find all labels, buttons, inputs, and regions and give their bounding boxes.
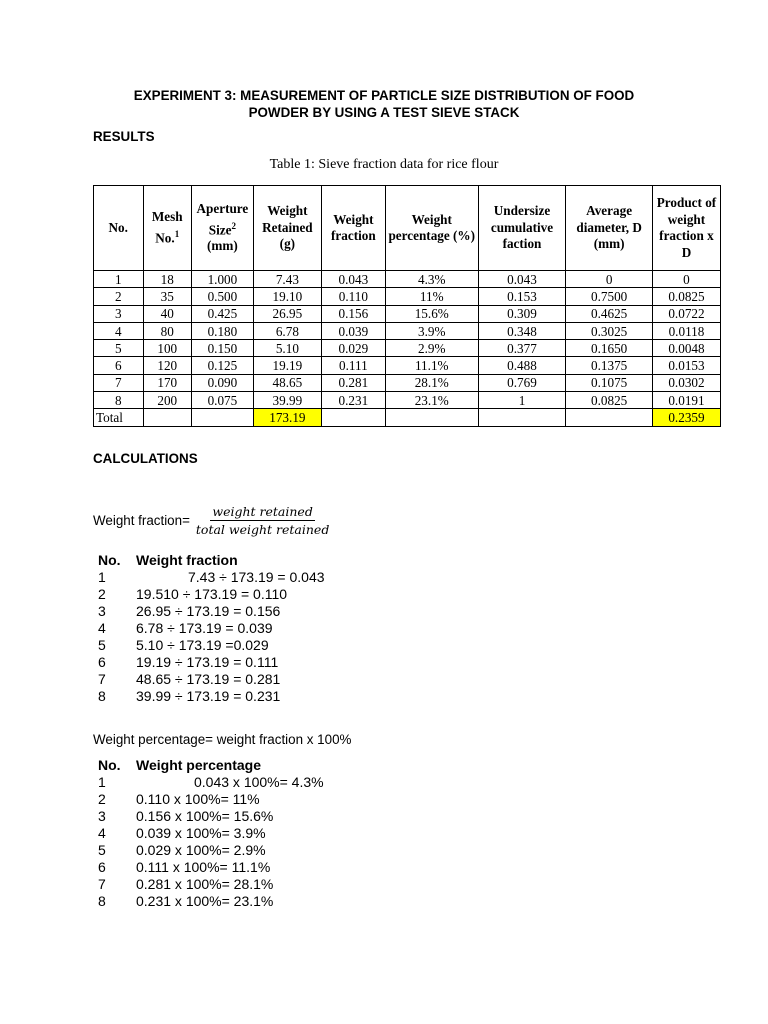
header-aperture-text: Aperture Size	[196, 201, 249, 237]
header-mesh	[143, 186, 191, 271]
table-cell: 0.769	[478, 374, 566, 391]
list-item	[98, 654, 325, 671]
total-empty-cell	[143, 409, 191, 426]
list-col-no: No.	[98, 757, 121, 773]
weight-percentage-list	[98, 757, 324, 910]
table-cell: 0.075	[191, 392, 253, 409]
table-cell: 0.377	[478, 340, 566, 357]
header-mesh-sup: 1	[174, 228, 180, 239]
table-cell: 0.0302	[652, 374, 720, 391]
table-cell: 0.125	[191, 357, 253, 374]
table-cell: 0.1375	[566, 357, 653, 374]
table-cell: 0.150	[191, 340, 253, 357]
list-item-no: 6	[98, 859, 106, 875]
table-body	[94, 271, 721, 409]
header-aperture-unit: (mm)	[207, 238, 238, 254]
list-item	[98, 688, 325, 705]
list-item	[98, 876, 324, 893]
table-header-row	[94, 186, 721, 271]
list-item	[98, 859, 324, 876]
table-cell: 11%	[385, 288, 478, 305]
weight-percentage-list-header	[98, 757, 324, 774]
table-cell: 0.156	[321, 305, 385, 322]
table-row	[94, 392, 721, 409]
list-item-text: 0.043 x 100%= 4.3%	[194, 774, 324, 790]
list-item-text: 26.95 ÷ 173.19 = 0.156	[136, 603, 281, 619]
table-cell: 7	[94, 374, 144, 391]
list-col-no: No.	[98, 552, 121, 568]
formula-label: Weight fraction=	[93, 513, 190, 528]
table-cell: 0.231	[321, 392, 385, 409]
table-cell: 0.180	[191, 322, 253, 339]
table-cell: 3	[94, 305, 144, 322]
list-col-title: Weight percentage	[136, 757, 261, 773]
table-cell: 0.1650	[566, 340, 653, 357]
list-item-text: 0.156 x 100%= 15.6%	[136, 808, 274, 824]
table-cell: 0	[566, 271, 653, 288]
table-cell: 0.0825	[652, 288, 720, 305]
list-item-no: 7	[98, 876, 106, 892]
weight-fraction-list-header	[98, 552, 325, 569]
table-cell: 18	[143, 271, 191, 288]
title-line-2: POWDER BY USING A TEST SIEVE STACK	[248, 105, 520, 120]
weight-fraction-list	[98, 552, 325, 705]
title-line-1: EXPERIMENT 3: MEASUREMENT OF PARTICLE SIZE DISTRIBUTION OF FOOD	[133, 88, 635, 103]
table-cell: 0.7500	[566, 288, 653, 305]
list-item-no: 2	[98, 791, 106, 807]
table-cell: 1.000	[191, 271, 253, 288]
table-cell: 0.0048	[652, 340, 720, 357]
table-cell: 5	[94, 340, 144, 357]
table-cell: 2	[94, 288, 144, 305]
table-cell: 0.500	[191, 288, 253, 305]
table-cell: 2.9%	[385, 340, 478, 357]
list-col-title: Weight fraction	[136, 552, 238, 568]
weight-percentage-items	[98, 774, 324, 910]
list-item-text: 0.231 x 100%= 23.1%	[136, 893, 274, 909]
table-cell: 26.95	[253, 305, 321, 322]
table-cell: 0.043	[478, 271, 566, 288]
list-item-no: 3	[98, 603, 106, 619]
table-cell: 0.110	[321, 288, 385, 305]
total-empty-cell	[191, 409, 253, 426]
list-item-text: 0.110 x 100%= 11%	[136, 791, 260, 807]
table-cell: 8	[94, 392, 144, 409]
table-cell: 6	[94, 357, 144, 374]
table-cell: 4.3%	[385, 271, 478, 288]
list-item-text: 39.99 ÷ 173.19 = 0.231	[136, 688, 281, 704]
table-cell: 4	[94, 322, 144, 339]
header-weight-retained: Weight Retained (g)	[253, 186, 321, 271]
header-weight-percentage: Weight percentage (%)	[385, 186, 478, 271]
list-item-text: 0.281 x 100%= 28.1%	[136, 876, 274, 892]
list-item-text: 19.19 ÷ 173.19 = 0.111	[136, 654, 279, 670]
table-cell: 0.488	[478, 357, 566, 374]
list-item	[98, 774, 324, 791]
list-item-text: 5.10 ÷ 173.19 =0.029	[136, 637, 269, 653]
table-cell: 11.1%	[385, 357, 478, 374]
list-item	[98, 569, 325, 586]
table-cell: 19.19	[253, 357, 321, 374]
table-cell: 0.425	[191, 305, 253, 322]
table-cell: 39.99	[253, 392, 321, 409]
table-cell: 0.039	[321, 322, 385, 339]
document-title	[0, 87, 768, 121]
formula-fraction	[194, 503, 331, 538]
table-cell: 19.10	[253, 288, 321, 305]
total-empty-cell	[385, 409, 478, 426]
header-no: No.	[94, 186, 144, 271]
table-cell: 0.348	[478, 322, 566, 339]
results-heading: RESULTS	[93, 129, 155, 144]
table-cell: 0.0153	[652, 357, 720, 374]
list-item-text: 0.039 x 100%= 3.9%	[136, 825, 266, 841]
list-item-text: 6.78 ÷ 173.19 = 0.039	[136, 620, 273, 636]
table-total-row	[94, 409, 721, 426]
table-cell: 3.9%	[385, 322, 478, 339]
list-item	[98, 603, 325, 620]
header-average-diameter: Average diameter, D (mm)	[566, 186, 653, 271]
table-cell: 48.65	[253, 374, 321, 391]
table-row	[94, 322, 721, 339]
list-item	[98, 893, 324, 910]
list-item-no: 1	[98, 569, 106, 585]
table-cell: 120	[143, 357, 191, 374]
table-cell: 6.78	[253, 322, 321, 339]
header-undersize: Undersize cumulative faction	[478, 186, 566, 271]
table-row	[94, 271, 721, 288]
list-item-no: 2	[98, 586, 106, 602]
list-item-text: 19.510 ÷ 173.19 = 0.110	[136, 586, 288, 602]
table-cell: 0.043	[321, 271, 385, 288]
table-cell: 28.1%	[385, 374, 478, 391]
total-empty-cell	[321, 409, 385, 426]
list-item-text: 0.029 x 100%= 2.9%	[136, 842, 266, 858]
header-aperture	[191, 186, 253, 271]
list-item-no: 4	[98, 825, 106, 841]
list-item-text: 0.111 x 100%= 11.1%	[136, 859, 271, 875]
table-cell: 0.0118	[652, 322, 720, 339]
table-row	[94, 340, 721, 357]
list-item-no: 5	[98, 637, 106, 653]
table-cell: 1	[478, 392, 566, 409]
table-cell: 0.111	[321, 357, 385, 374]
table-cell: 0.281	[321, 374, 385, 391]
list-item-no: 3	[98, 808, 106, 824]
table-cell: 0.090	[191, 374, 253, 391]
table-cell: 0	[652, 271, 720, 288]
table-cell: 0.3025	[566, 322, 653, 339]
table-cell: 23.1%	[385, 392, 478, 409]
table-cell: 35	[143, 288, 191, 305]
table-cell: 5.10	[253, 340, 321, 357]
table-cell: 7.43	[253, 271, 321, 288]
total-label: Total	[94, 409, 144, 426]
list-item-no: 5	[98, 842, 106, 858]
total-empty-cell	[478, 409, 566, 426]
table-cell: 0.153	[478, 288, 566, 305]
list-item	[98, 637, 325, 654]
header-aperture-sup: 2	[231, 220, 237, 231]
table-cell: 100	[143, 340, 191, 357]
list-item	[98, 791, 324, 808]
formula-numerator: weight retained	[212, 504, 313, 519]
list-item	[98, 808, 324, 825]
table-cell: 200	[143, 392, 191, 409]
table-cell: 0.0722	[652, 305, 720, 322]
list-item-no: 8	[98, 893, 106, 909]
table-row	[94, 357, 721, 374]
list-item-no: 1	[98, 774, 106, 790]
table-cell: 15.6%	[385, 305, 478, 322]
table-cell: 0.029	[321, 340, 385, 357]
table-cell: 0.4625	[566, 305, 653, 322]
list-item-no: 7	[98, 671, 106, 687]
table-cell: 40	[143, 305, 191, 322]
list-item	[98, 586, 325, 603]
header-mesh-text: Mesh No.	[151, 209, 183, 246]
list-item-no: 6	[98, 654, 106, 670]
calculations-heading: CALCULATIONS	[93, 451, 198, 466]
total-empty-cell	[566, 409, 653, 426]
list-item	[98, 825, 324, 842]
table-row	[94, 374, 721, 391]
total-weight: 173.19	[253, 409, 321, 426]
list-item-text: 48.65 ÷ 173.19 = 0.281	[136, 671, 281, 687]
weight-fraction-formula	[93, 503, 331, 538]
list-item	[98, 671, 325, 688]
table-row	[94, 288, 721, 305]
weight-fraction-items	[98, 569, 325, 705]
table-cell: 0.0825	[566, 392, 653, 409]
table-cell: 0.0191	[652, 392, 720, 409]
sieve-fraction-table	[93, 185, 721, 427]
list-item	[98, 842, 324, 859]
table-cell: 1	[94, 271, 144, 288]
table-cell: 0.1075	[566, 374, 653, 391]
table-cell: 80	[143, 322, 191, 339]
weight-percentage-formula: Weight percentage= weight fraction x 100%	[93, 732, 352, 747]
header-weight-fraction: Weight fraction	[321, 186, 385, 271]
list-item-no: 4	[98, 620, 106, 636]
table-cell: 170	[143, 374, 191, 391]
table-caption: Table 1: Sieve fraction data for rice flour	[269, 157, 499, 172]
total-product: 0.2359	[652, 409, 720, 426]
header-product: Product of weight fraction x D	[652, 186, 720, 271]
list-item-no: 8	[98, 688, 106, 704]
formula-denominator: total weight retained	[195, 522, 330, 537]
list-item	[98, 620, 325, 637]
table-row	[94, 305, 721, 322]
table-cell: 0.309	[478, 305, 566, 322]
list-item-text: 7.43 ÷ 173.19 = 0.043	[188, 569, 325, 585]
